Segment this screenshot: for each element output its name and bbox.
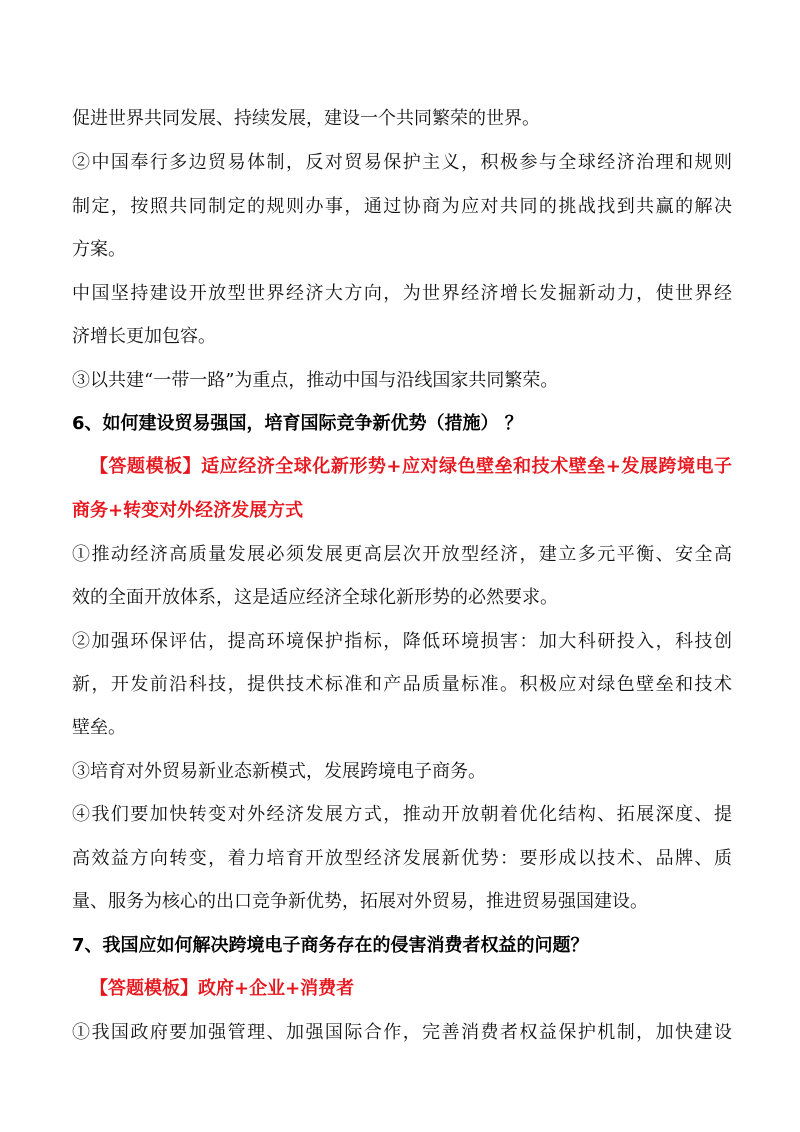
text-line-1: 促进世界共同发展、持续发展，建设一个共同繁荣的世界。 (72, 108, 540, 129)
question-heading-6: 6、如何建设贸易强国，培育国际竞争新优势（措施） ？ (72, 413, 523, 434)
text-line-4: 方案。 (72, 239, 126, 260)
answer-template-6-line-2: 商务+转变对外经济发展方式 (72, 500, 304, 521)
text-line-17: ④我们要加快转变对外经济发展方式，推动开放朝着优化结构、拓展深度、提 (72, 804, 732, 825)
text-line-22: ①我国政府要加强管理、加强国际合作，完善消费者权益保护机制，加快建设 (72, 1022, 732, 1043)
text-line-15: 壁垒。 (72, 717, 126, 738)
question-heading-7: 7、我国应如何解决跨境电子商务存在的侵害消费者权益的问题？ (72, 935, 589, 956)
text-line-16: ③培育对外贸易新业态新模式，发展跨境电子商务。 (72, 761, 486, 782)
text-line-5: 中国坚持建设开放型世界经济大方向，为世界经济增长发掘新动力，使世界经 (72, 283, 732, 304)
text-line-12: 效的全面开放体系，这是适应经济全球化新形势的必然要求。 (72, 587, 558, 608)
text-line-6: 济增长更加包容。 (72, 326, 216, 347)
text-line-19: 量、服务为核心的出口竞争新优势，拓展对外贸易，推进贸易强国建设。 (72, 891, 648, 912)
text-line-11: ①推动经济高质量发展必须发展更高层次开放型经济，建立多元平衡、安全高 (72, 544, 732, 565)
text-line-2: ②中国奉行多边贸易体制，反对贸易保护主义，积极参与全球经济治理和规则 (72, 152, 732, 173)
text-line-7: ③以共建“一带一路”为重点，推动中国与沿线国家共同繁荣。 (72, 370, 559, 391)
text-line-3: 制定，按照共同制定的规则办事，通过协商为应对共同的挑战找到共赢的解决 (72, 196, 732, 217)
text-line-13: ②加强环保评估，提高环境保护指标，降低环境损害：加大科研投入，科技创 (72, 631, 732, 652)
text-line-18: 高效益方向转变，着力培育开放型经济发展新优势：要形成以技术、品牌、质 (72, 848, 732, 869)
text-line-14: 新，开发前沿科技，提供技术标准和产品质量标准。积极应对绿色壁垒和技术 (72, 674, 732, 695)
answer-template-6-line-1: 【答题模板】适应经济全球化新形势+应对绿色壁垒和技术壁垒+发展跨境电子 (90, 456, 732, 477)
answer-template-7: 【答题模板】政府+企业+消费者 (90, 978, 355, 999)
